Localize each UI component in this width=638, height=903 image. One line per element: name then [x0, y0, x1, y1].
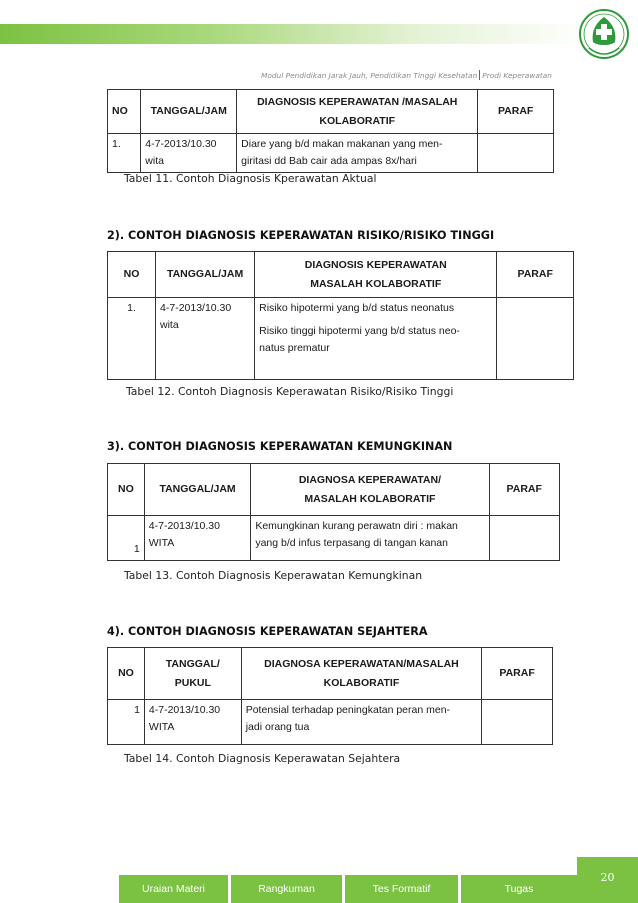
cell-paraf	[478, 134, 554, 173]
col-header-diagnosis: DIAGNOSA KEPERAWATAN/MASALAH KOLABORATIF	[241, 648, 481, 700]
cell-no: 1.	[108, 134, 141, 173]
kemenkes-bakti-husada-logo	[577, 8, 631, 68]
cell-diagnosis	[255, 298, 497, 380]
col-header-paraf: PARAF	[489, 464, 560, 516]
table-row	[108, 516, 560, 561]
cell-no: 1	[108, 700, 145, 745]
col-header-no: NO	[108, 464, 145, 516]
table-13-caption: Tabel 13. Contoh Diagnosis Keperawatan Kemungkinan	[124, 569, 423, 582]
header-separator	[479, 70, 480, 80]
cell-date: 4-7-2013/10.30 wita	[141, 134, 237, 173]
diagnosis-line: Risiko tinggi hipotermi yang b/d status neo- natus prematur	[259, 324, 460, 354]
col-header-date: TANGGAL/JAM	[156, 252, 255, 298]
cell-diagnosis: Diare yang b/d makan makanan yang men- giritasi dd Bab cair ada ampas 8x/hari	[237, 134, 478, 173]
section-3-title: 3). CONTOH DIAGNOSIS KEPERAWATAN KEMUNGKINAN	[107, 440, 453, 453]
col-header-date: TANGGAL/JAM	[144, 464, 251, 516]
col-header-no: NO	[108, 252, 156, 298]
cell-paraf	[497, 298, 574, 380]
col-header-paraf: PARAF	[482, 648, 553, 700]
table-12-caption: Tabel 12. Contoh Diagnosis Keperawatan Risiko/Risiko Tinggi	[126, 385, 454, 398]
col-header-no: NO	[108, 648, 145, 700]
col-header-diagnosis: DIAGNOSA KEPERAWATAN/ MASALAH KOLABORATIF	[251, 464, 489, 516]
tab-uraian-materi[interactable]: Uraian Materi	[119, 875, 231, 903]
cell-paraf	[489, 516, 560, 561]
table-12-risk-diagnosis	[107, 251, 574, 380]
diagnosis-line: Risiko hipotermi yang b/d status neonatus	[259, 302, 455, 314]
table-13-possible-diagnosis	[107, 463, 560, 561]
header-green-bar	[0, 24, 590, 44]
col-header-diagnosis: DIAGNOSIS KEPERAWATAN MASALAH KOLABORATIF	[255, 252, 497, 298]
section-2-title: 2). CONTOH DIAGNOSIS KEPERAWATAN RISIKO/RISIKO TINGGI	[107, 229, 495, 242]
table-11-actual-diagnosis	[107, 89, 554, 173]
table-row	[108, 298, 574, 380]
tab-rangkuman[interactable]: Rangkuman	[231, 875, 345, 903]
col-header-paraf: PARAF	[478, 90, 554, 134]
footer-navigation	[119, 875, 577, 903]
cell-date: 4-7-2013/10.30 WITA	[144, 516, 251, 561]
table-11-caption: Tabel 11. Contoh Diagnosis Kperawatan Aktual	[124, 172, 377, 185]
tab-tugas[interactable]: Tugas	[461, 875, 577, 903]
cell-diagnosis: Potensial terhadap peningkatan peran men- jadi orang tua	[241, 700, 481, 745]
table-row	[108, 700, 553, 745]
col-header-diagnosis: DIAGNOSIS KEPERAWATAN /MASALAH KOLABORATIF	[237, 90, 478, 134]
cell-diagnosis: Kemungkinan kurang perawatn diri : makan yang b/d infus terpasang di tangan kanan	[251, 516, 489, 561]
col-header-date: TANGGAL/JAM	[141, 90, 237, 134]
cell-no: 1.	[108, 298, 156, 380]
cell-paraf	[482, 700, 553, 745]
col-header-date: TANGGAL/ PUKUL	[144, 648, 241, 700]
header-module-title: Modul Pendidikan Jarak Jauh, Pendidikan Tinggi Kesehatan Prodi Keperawatan	[260, 71, 552, 80]
col-header-paraf: PARAF	[497, 252, 574, 298]
cell-date: 4-7-2013/10.30 WITA	[144, 700, 241, 745]
table-14-caption: Tabel 14. Contoh Diagnosis Keperawatan Sejahtera	[124, 752, 401, 765]
cell-date: 4-7-2013/10.30 wita	[156, 298, 255, 380]
section-4-title: 4). CONTOH DIAGNOSIS KEPERAWATAN SEJAHTERA	[107, 625, 428, 638]
table-row	[108, 134, 554, 173]
col-header-no: NO	[108, 90, 141, 134]
page-number: 20	[577, 857, 638, 903]
table-14-wellness-diagnosis	[107, 647, 553, 745]
tab-tes-formatif[interactable]: Tes Formatif	[345, 875, 461, 903]
cell-no: 1	[108, 516, 145, 561]
